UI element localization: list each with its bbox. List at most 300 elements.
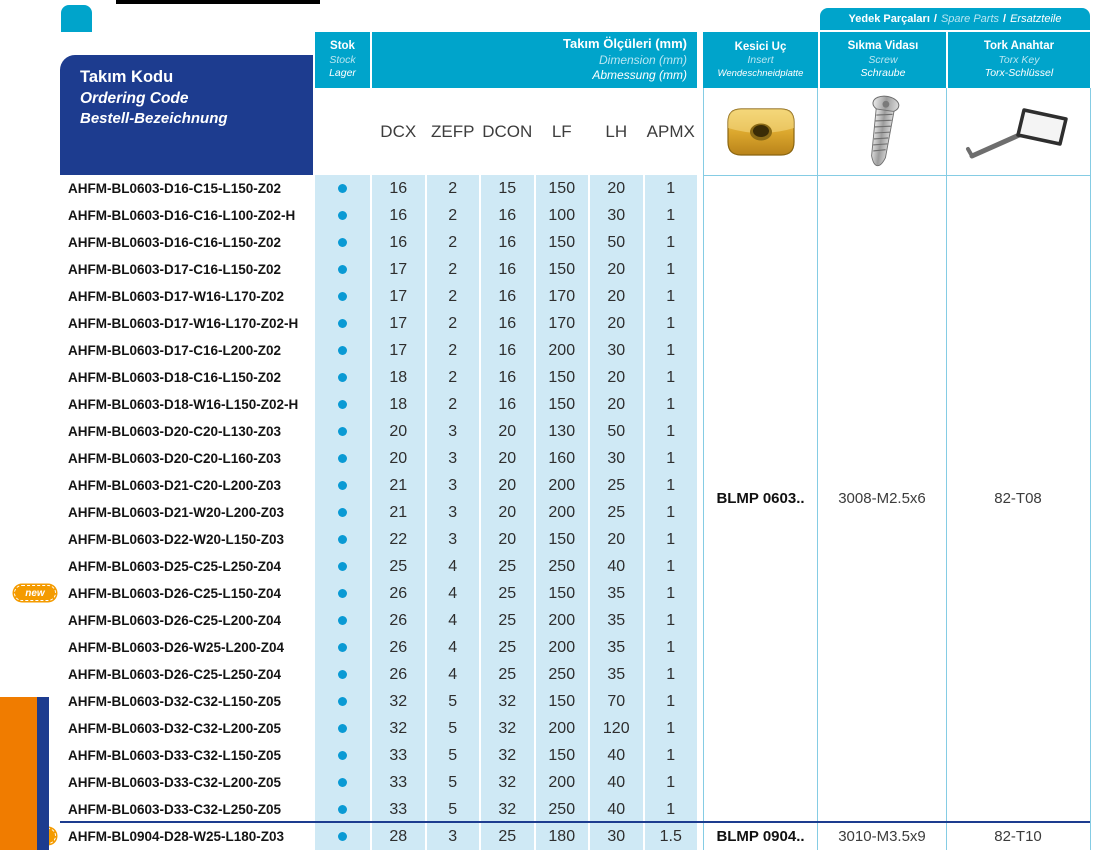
column-label-lh: LH (605, 121, 628, 141)
stock-dot (338, 373, 347, 382)
dimension-value: 25 (481, 661, 534, 688)
stock-dot (338, 832, 347, 841)
dimension-value: 3 (427, 823, 480, 850)
dimension-value: 170 (536, 283, 589, 310)
screw-column-header (820, 32, 946, 88)
stock-dot (338, 508, 347, 517)
table-row (60, 175, 697, 202)
dimension-value: 33 (372, 796, 425, 823)
table-row (60, 283, 697, 310)
dimension-value: 200 (536, 634, 589, 661)
table-rows (25, 175, 697, 850)
table-row (60, 256, 697, 283)
dimension-value: 25 (590, 499, 643, 526)
ordering-code: AHFM-BL0603-D18-C16-L150-Z02 (60, 364, 313, 391)
stock-dot (338, 292, 347, 301)
dimension-value: 32 (372, 715, 425, 742)
dimension-value: 16 (481, 283, 534, 310)
dims-header-de: Abmessung (mm) (592, 68, 687, 83)
navy-page-tab (37, 697, 49, 850)
stock-cell (315, 742, 370, 769)
dimension-value: 16 (481, 364, 534, 391)
dimension-value: 17 (372, 310, 425, 337)
dimension-value: 1 (645, 661, 698, 688)
dimension-value: 1 (645, 553, 698, 580)
dimension-value: 16 (481, 202, 534, 229)
dimension-value: 3 (427, 445, 480, 472)
dimension-value: 16 (372, 175, 425, 202)
ordering-code: AHFM-BL0603-D17-C16-L150-Z02 (60, 256, 313, 283)
ordering-code: AHFM-BL0603-D16-C16-L150-Z02 (60, 229, 313, 256)
dimension-value: 18 (372, 391, 425, 418)
dimension-value: 20 (590, 364, 643, 391)
column-label-dcon: DCON (482, 121, 533, 141)
dimension-value: 16 (481, 310, 534, 337)
torx-key-image (964, 102, 1072, 162)
dimension-value: 150 (536, 526, 589, 553)
stock-cell (315, 445, 370, 472)
stock-cell (315, 175, 370, 202)
stock-cell (315, 337, 370, 364)
stock-cell (315, 310, 370, 337)
table-row (60, 229, 697, 256)
orange-page-tab (0, 697, 37, 850)
table-row (60, 364, 697, 391)
dimension-value: 25 (481, 553, 534, 580)
stock-cell (315, 283, 370, 310)
table-row (60, 445, 697, 472)
dimension-value: 25 (481, 607, 534, 634)
torx-key-image-area (947, 88, 1089, 175)
dimension-value: 26 (372, 661, 425, 688)
dims-header-en: Dimension (mm) (598, 52, 687, 67)
column-label-apmx: APMX (646, 121, 695, 141)
dimension-value: 1 (645, 256, 698, 283)
stock-dot (338, 751, 347, 760)
stock-cell (315, 202, 370, 229)
dimension-value: 32 (481, 688, 534, 715)
dimension-value: 30 (590, 202, 643, 229)
dimension-value: 1 (645, 229, 698, 256)
table-row (60, 661, 697, 688)
dimension-value: 16 (372, 202, 425, 229)
dimension-value: 1 (645, 580, 698, 607)
col-divider (1090, 88, 1091, 850)
dimension-value: 50 (590, 229, 643, 256)
stock-dot (338, 238, 347, 247)
stock-dot (338, 805, 347, 814)
dimension-value: 2 (427, 202, 480, 229)
ordering-code-header (60, 55, 313, 175)
dimension-value: 20 (590, 283, 643, 310)
dimension-value: 20 (481, 526, 534, 553)
dimension-value: 150 (536, 580, 589, 607)
dimension-value: 35 (590, 607, 643, 634)
dimension-value: 5 (427, 769, 480, 796)
stock-cell (315, 256, 370, 283)
dimension-value: 20 (590, 256, 643, 283)
dimension-value: 25 (481, 634, 534, 661)
ordering-code: AHFM-BL0904-D28-W25-L180-Z03 (60, 823, 313, 850)
dimension-value: 200 (536, 337, 589, 364)
dimension-value: 1 (645, 526, 698, 553)
insert-image-area (704, 88, 817, 175)
stock-cell (315, 499, 370, 526)
screw-group-value: 3010-M3.5x9 (838, 828, 926, 845)
dimension-value: 20 (372, 418, 425, 445)
dimension-value: 16 (481, 337, 534, 364)
dimension-value: 5 (427, 742, 480, 769)
stock-dot (338, 211, 347, 220)
dimension-value: 28 (372, 823, 425, 850)
ordering-code: AHFM-BL0603-D18-W16-L150-Z02-H (60, 391, 313, 418)
screw-image (859, 92, 905, 170)
dimension-value: 26 (372, 580, 425, 607)
dimension-value: 1 (645, 607, 698, 634)
dimension-value: 15 (481, 175, 534, 202)
dimension-value: 150 (536, 256, 589, 283)
stock-cell (315, 526, 370, 553)
dimension-value: 150 (536, 364, 589, 391)
dimension-value: 26 (372, 634, 425, 661)
dimension-value: 1 (645, 472, 698, 499)
column-label-dcx: DCX (380, 121, 417, 141)
table-row (25, 580, 697, 607)
ordering-code-title-de: Bestell-Bezeichnung (80, 110, 228, 127)
ordering-code: AHFM-BL0603-D26-W25-L200-Z04 (60, 634, 313, 661)
dimension-value: 250 (536, 661, 589, 688)
stock-dot (338, 346, 347, 355)
dimension-value: 200 (536, 607, 589, 634)
dimension-value: 20 (481, 499, 534, 526)
ordering-code: AHFM-BL0603-D21-C20-L200-Z03 (60, 472, 313, 499)
dimension-value: 32 (481, 742, 534, 769)
insert-column-header (703, 32, 818, 88)
dimension-value: 180 (536, 823, 589, 850)
dimension-value: 33 (372, 769, 425, 796)
dimension-value: 2 (427, 229, 480, 256)
torx-header-de: Torx-Schlüssel (984, 67, 1054, 80)
ordering-code-title-en: Ordering Code (80, 90, 189, 107)
ordering-code: AHFM-BL0603-D16-C16-L100-Z02-H (60, 202, 313, 229)
stock-cell (315, 715, 370, 742)
dimension-value: 25 (590, 472, 643, 499)
stock-dot (338, 184, 347, 193)
dimension-value: 20 (590, 175, 643, 202)
stock-cell (315, 796, 370, 823)
table-row (60, 769, 697, 796)
dimension-value: 3 (427, 526, 480, 553)
dimension-value: 1 (645, 364, 698, 391)
ordering-code: AHFM-BL0603-D26-C25-L150-Z04 (60, 580, 313, 607)
table-row (60, 607, 697, 634)
table-row (60, 202, 697, 229)
dimension-value: 160 (536, 445, 589, 472)
dimension-value: 30 (590, 823, 643, 850)
dimension-value: 150 (536, 229, 589, 256)
dimension-value: 1 (645, 742, 698, 769)
dimension-value: 25 (481, 580, 534, 607)
dimension-value: 32 (372, 688, 425, 715)
stock-dot (338, 319, 347, 328)
insert-group-value: BLMP 0603.. (716, 489, 805, 507)
dimension-value: 2 (427, 391, 480, 418)
dimension-value: 4 (427, 580, 480, 607)
stock-dot (338, 400, 347, 409)
screw-image-area (818, 88, 946, 175)
dimensions-header (372, 32, 697, 88)
torx-column-header (948, 32, 1090, 88)
dimension-value: 1 (645, 634, 698, 661)
dimension-value: 20 (590, 310, 643, 337)
dimension-value: 20 (481, 445, 534, 472)
dimension-value: 200 (536, 715, 589, 742)
ordering-code: AHFM-BL0603-D17-W16-L170-Z02-H (60, 310, 313, 337)
col-divider (817, 88, 818, 850)
stock-dot (338, 535, 347, 544)
dimension-value: 130 (536, 418, 589, 445)
stock-column-header (315, 32, 370, 88)
insert-header-en: Insert (747, 54, 774, 67)
table-row (60, 742, 697, 769)
stock-cell (315, 418, 370, 445)
dimension-value: 32 (481, 715, 534, 742)
insert-header-de: Wendeschneidplatte (717, 68, 804, 80)
table-row (60, 823, 697, 850)
dimension-value: 21 (372, 472, 425, 499)
torx-group-value: 82-T10 (994, 828, 1042, 845)
ordering-code: AHFM-BL0603-D26-C25-L250-Z04 (60, 661, 313, 688)
dimension-value: 1 (645, 769, 698, 796)
dimension-value: 5 (427, 715, 480, 742)
dimension-value: 2 (427, 337, 480, 364)
dimension-value: 2 (427, 364, 480, 391)
table-row (60, 418, 697, 445)
dimension-value: 2 (427, 283, 480, 310)
banner-en: Spare Parts (940, 13, 1000, 25)
ordering-code: AHFM-BL0603-D16-C15-L150-Z02 (60, 175, 313, 202)
ordering-code: AHFM-BL0603-D21-W20-L200-Z03 (60, 499, 313, 526)
dimension-subheaders (370, 88, 697, 175)
stock-header-de: Lager (329, 67, 356, 80)
ordering-code: AHFM-BL0603-D22-W20-L150-Z03 (60, 526, 313, 553)
banner-tr: Yedek Parçaları (848, 13, 930, 25)
dimension-value: 25 (481, 823, 534, 850)
dimension-value: 1 (645, 445, 698, 472)
table-row (60, 337, 697, 364)
dimension-value: 4 (427, 553, 480, 580)
screw-header-de: Schraube (860, 67, 906, 80)
insert-image (725, 104, 797, 160)
stock-cell (315, 364, 370, 391)
stock-dot (338, 643, 347, 652)
dimension-value: 33 (372, 742, 425, 769)
dimension-value: 200 (536, 472, 589, 499)
dimension-value: 30 (590, 337, 643, 364)
cyan-corner-tab (61, 5, 92, 32)
dimension-value: 16 (481, 256, 534, 283)
dimension-value: 170 (536, 310, 589, 337)
dimension-value: 1 (645, 310, 698, 337)
dimension-value: 21 (372, 499, 425, 526)
dimension-value: 1 (645, 418, 698, 445)
top-rule (116, 0, 320, 4)
dimension-value: 3 (427, 499, 480, 526)
table-row (60, 310, 697, 337)
dimension-value: 200 (536, 499, 589, 526)
dimension-value: 1 (645, 175, 698, 202)
ordering-code: AHFM-BL0603-D32-C32-L200-Z05 (60, 715, 313, 742)
ordering-code: AHFM-BL0603-D26-C25-L200-Z04 (60, 607, 313, 634)
stock-dot (338, 454, 347, 463)
dimension-value: 5 (427, 688, 480, 715)
torx-header-en: Torx Key (998, 53, 1040, 66)
insert-group-value: BLMP 0904.. (716, 828, 805, 845)
stock-dot (338, 427, 347, 436)
dimension-value: 18 (372, 364, 425, 391)
dimension-value: 2 (427, 175, 480, 202)
banner-sep: / (1003, 13, 1007, 25)
ordering-code: AHFM-BL0603-D33-C32-L250-Z05 (60, 796, 313, 823)
stock-dot (338, 697, 347, 706)
ordering-code: AHFM-BL0603-D20-C20-L130-Z03 (60, 418, 313, 445)
stock-dot (338, 724, 347, 733)
dimension-value: 2 (427, 256, 480, 283)
dimension-value: 32 (481, 796, 534, 823)
stock-cell (315, 229, 370, 256)
banner-de: Ersatzteile (1010, 13, 1062, 25)
dimension-value: 20 (372, 445, 425, 472)
table-row (60, 526, 697, 553)
stock-dot (338, 481, 347, 490)
dimension-value: 120 (590, 715, 643, 742)
spare-parts-banner (820, 8, 1090, 30)
dimension-value: 2 (427, 310, 480, 337)
dimension-value: 26 (372, 607, 425, 634)
dims-header-tr: Takım Ölçüleri (mm) (562, 35, 687, 51)
stock-cell (315, 580, 370, 607)
stock-cell (315, 472, 370, 499)
dimension-value: 20 (590, 391, 643, 418)
dimension-value: 16 (481, 391, 534, 418)
dimension-value: 1 (645, 283, 698, 310)
dimension-value: 16 (372, 229, 425, 256)
dimension-value: 35 (590, 634, 643, 661)
stock-cell (315, 607, 370, 634)
dimension-value: 1 (645, 499, 698, 526)
dimension-value: 70 (590, 688, 643, 715)
dimension-value: 3 (427, 472, 480, 499)
stock-dot (338, 778, 347, 787)
table-row (60, 499, 697, 526)
ordering-code-title-tr: Takım Kodu (80, 68, 174, 86)
dimension-value: 50 (590, 418, 643, 445)
dimension-value: 1 (645, 796, 698, 823)
dimension-value: 150 (536, 742, 589, 769)
dimension-value: 4 (427, 661, 480, 688)
table-row (60, 715, 697, 742)
dimension-value: 1 (645, 715, 698, 742)
dimension-value: 20 (481, 472, 534, 499)
stock-header-tr: Stok (330, 39, 355, 52)
stock-cell (315, 688, 370, 715)
torx-group-value: 82-T08 (994, 489, 1042, 507)
dimension-value: 20 (590, 526, 643, 553)
dimension-value: 35 (590, 661, 643, 688)
dimension-value: 200 (536, 769, 589, 796)
dimension-value: 5 (427, 796, 480, 823)
dimension-value: 4 (427, 607, 480, 634)
torx-header-tr: Tork Anahtar (983, 39, 1055, 52)
dimension-value: 40 (590, 742, 643, 769)
dimension-value: 150 (536, 391, 589, 418)
dimension-value: 17 (372, 337, 425, 364)
screw-header-en: Screw (868, 53, 898, 66)
dimension-value: 25 (372, 553, 425, 580)
stock-cell (315, 553, 370, 580)
stock-dot (338, 562, 347, 571)
dimension-value: 32 (481, 769, 534, 796)
ordering-code: AHFM-BL0603-D33-C32-L200-Z05 (60, 769, 313, 796)
dimension-value: 1.5 (645, 823, 698, 850)
stock-dot (338, 589, 347, 598)
table-row (60, 688, 697, 715)
dimension-value: 40 (590, 553, 643, 580)
dimension-value: 1 (645, 688, 698, 715)
stock-dot (338, 670, 347, 679)
ordering-code: AHFM-BL0603-D25-C25-L250-Z04 (60, 553, 313, 580)
dimension-value: 250 (536, 796, 589, 823)
ordering-code: AHFM-BL0603-D33-C32-L150-Z05 (60, 742, 313, 769)
dimension-value: 1 (645, 337, 698, 364)
ordering-code: AHFM-BL0603-D17-W16-L170-Z02 (60, 283, 313, 310)
dimension-value: 35 (590, 580, 643, 607)
table-row (60, 553, 697, 580)
dimension-value: 1 (645, 391, 698, 418)
table-row (60, 796, 697, 823)
stock-cell (315, 823, 370, 850)
new-badge: new (14, 585, 56, 601)
ordering-code: AHFM-BL0603-D17-C16-L200-Z02 (60, 337, 313, 364)
dimension-value: 16 (481, 229, 534, 256)
dimension-value: 250 (536, 553, 589, 580)
stock-dot (338, 265, 347, 274)
banner-sep: / (933, 13, 937, 25)
stock-cell (315, 661, 370, 688)
dimension-value: 17 (372, 256, 425, 283)
table-row (60, 391, 697, 418)
column-label-lf: LF (551, 121, 572, 141)
dimension-value: 20 (481, 418, 534, 445)
dimension-value: 150 (536, 175, 589, 202)
dimension-value: 17 (372, 283, 425, 310)
screw-group-value: 3008-M2.5x6 (838, 489, 926, 507)
dimension-value: 150 (536, 688, 589, 715)
stock-cell (315, 634, 370, 661)
dimension-value: 1 (645, 202, 698, 229)
dimension-value: 30 (590, 445, 643, 472)
dimension-value: 22 (372, 526, 425, 553)
dimension-value: 4 (427, 634, 480, 661)
ordering-code: AHFM-BL0603-D32-C32-L150-Z05 (60, 688, 313, 715)
stock-header-en: Stock (329, 53, 356, 66)
screw-header-tr: Sıkma Vidası (847, 39, 919, 52)
dimension-value: 40 (590, 796, 643, 823)
table-row (60, 472, 697, 499)
dimension-value: 3 (427, 418, 480, 445)
insert-header-tr: Kesici Uç (734, 40, 787, 53)
table-row (60, 634, 697, 661)
